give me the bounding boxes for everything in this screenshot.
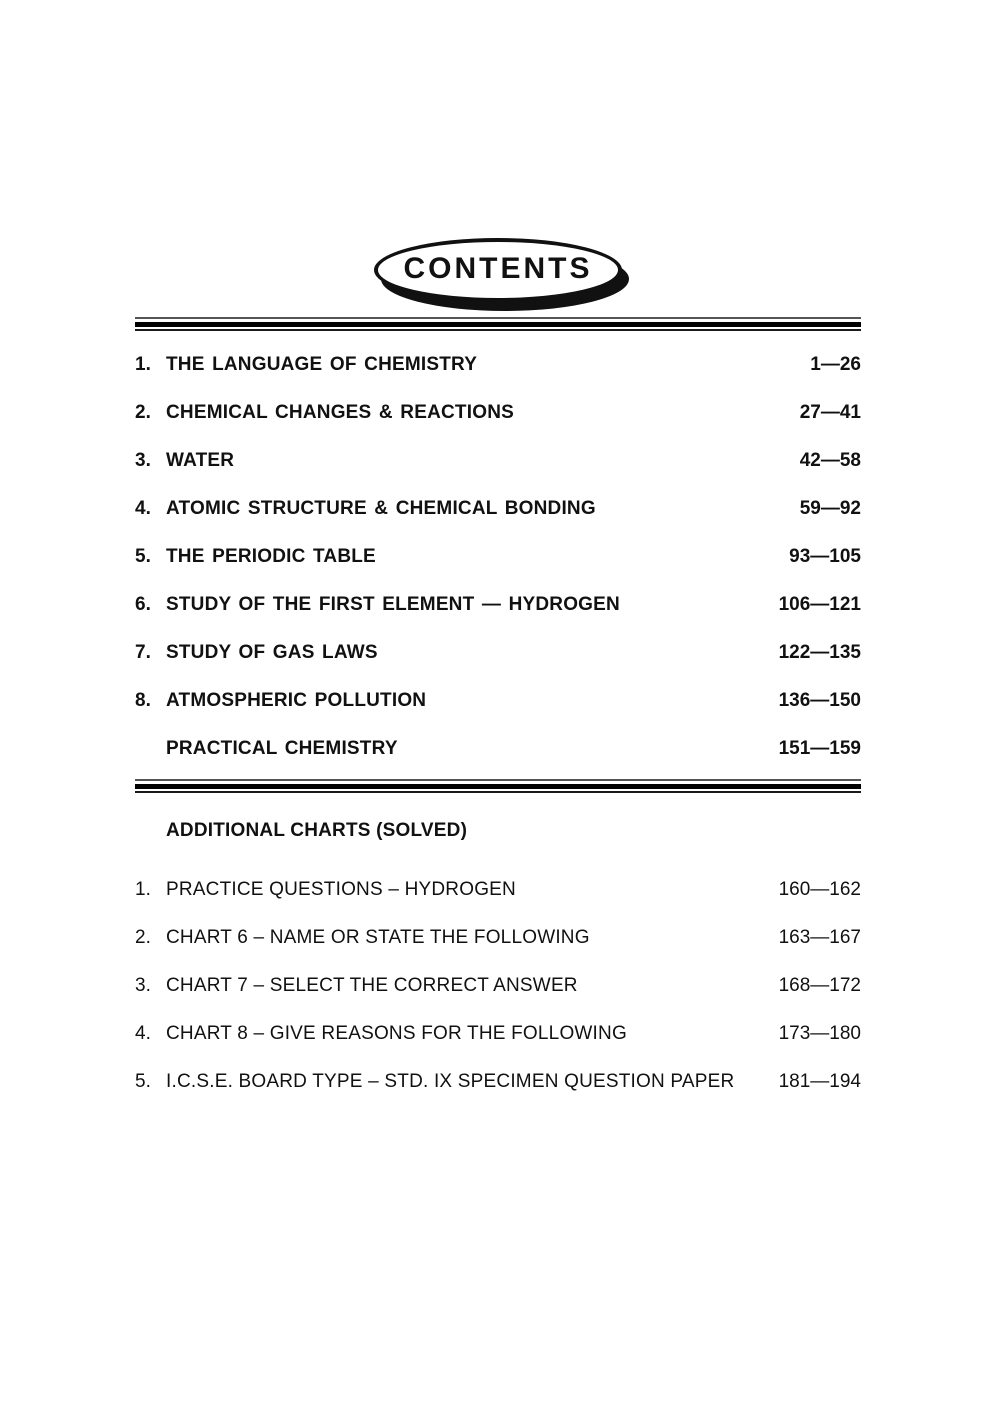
entry-page-range: 122—135 <box>778 642 861 663</box>
entry-page-range: 151—159 <box>778 738 861 759</box>
entry-title: PRACTICE QUESTIONS – HYDROGEN <box>166 879 516 900</box>
additional-charts-list <box>135 880 861 1091</box>
entry-number: 7. <box>135 642 151 663</box>
toc-row <box>135 691 861 710</box>
entry-title: CHART 7 – SELECT THE CORRECT ANSWER <box>166 975 578 996</box>
entry-title: ATOMIC STRUCTURE & CHEMICAL BONDING <box>166 498 596 519</box>
section-divider-top <box>135 317 861 334</box>
entry-page-range: 181—194 <box>778 1071 861 1092</box>
entry-number: 4. <box>135 1023 151 1044</box>
toc-row <box>135 1072 861 1091</box>
entry-title: WATER <box>166 450 235 471</box>
entry-number: 3. <box>135 975 151 996</box>
entry-title: CHEMICAL CHANGES & REACTIONS <box>166 402 514 423</box>
contents-banner-oval <box>374 238 622 302</box>
toc-row <box>135 547 861 566</box>
toc-row <box>135 928 861 947</box>
toc-row <box>135 451 861 470</box>
entry-number: 1. <box>135 354 151 375</box>
contents-page-body <box>135 0 861 1091</box>
toc-row <box>135 643 861 662</box>
entry-page-range: 160—162 <box>778 879 861 900</box>
entry-number: 8. <box>135 690 151 711</box>
entry-page-range: 59—92 <box>799 498 861 519</box>
entry-title: STUDY OF THE FIRST ELEMENT — HYDROGEN <box>166 594 620 615</box>
chapter-list <box>135 355 861 758</box>
entry-number: 5. <box>135 1071 151 1092</box>
toc-row <box>135 499 861 518</box>
entry-page-range: 93—105 <box>789 546 861 567</box>
entry-number: 3. <box>135 450 151 471</box>
entry-title: CHART 6 – NAME OR STATE THE FOLLOWING <box>166 927 590 948</box>
entry-number: 1. <box>135 879 151 900</box>
contents-title: CONTENTS <box>403 252 593 285</box>
entry-title: THE PERIODIC TABLE <box>166 546 376 567</box>
entry-page-range: 106—121 <box>778 594 861 615</box>
toc-row <box>135 355 861 374</box>
entry-page-range: 173—180 <box>778 1023 861 1044</box>
entry-number: 2. <box>135 402 151 423</box>
entry-title: ATMOSPHERIC POLLUTION <box>166 690 427 711</box>
entry-title: STUDY OF GAS LAWS <box>166 642 378 663</box>
toc-row <box>135 403 861 422</box>
toc-row <box>135 595 861 614</box>
entry-number: 6. <box>135 594 151 615</box>
entry-page-range: 136—150 <box>778 690 861 711</box>
entry-number: 5. <box>135 546 151 567</box>
entry-title: PRACTICAL CHEMISTRY <box>166 738 398 759</box>
toc-row <box>135 880 861 899</box>
entry-page-range: 1—26 <box>810 354 861 375</box>
section-divider-bottom <box>135 779 861 796</box>
additional-charts-heading: ADDITIONAL CHARTS (SOLVED) <box>166 820 468 841</box>
entry-title: THE LANGUAGE OF CHEMISTRY <box>166 354 478 375</box>
entry-number: 2. <box>135 927 151 948</box>
entry-page-range: 42—58 <box>799 450 861 471</box>
toc-row <box>135 1024 861 1043</box>
toc-row <box>135 976 861 995</box>
entry-page-range: 163—167 <box>778 927 861 948</box>
entry-page-range: 168—172 <box>778 975 861 996</box>
entry-number: 4. <box>135 498 151 519</box>
entry-title: I.C.S.E. BOARD TYPE – STD. IX SPECIMEN QUESTION PAPER <box>166 1071 735 1092</box>
contents-banner <box>374 238 622 302</box>
entry-page-range: 27—41 <box>799 402 861 423</box>
toc-row <box>135 739 861 758</box>
entry-title: CHART 8 – GIVE REASONS FOR THE FOLLOWING <box>166 1023 627 1044</box>
